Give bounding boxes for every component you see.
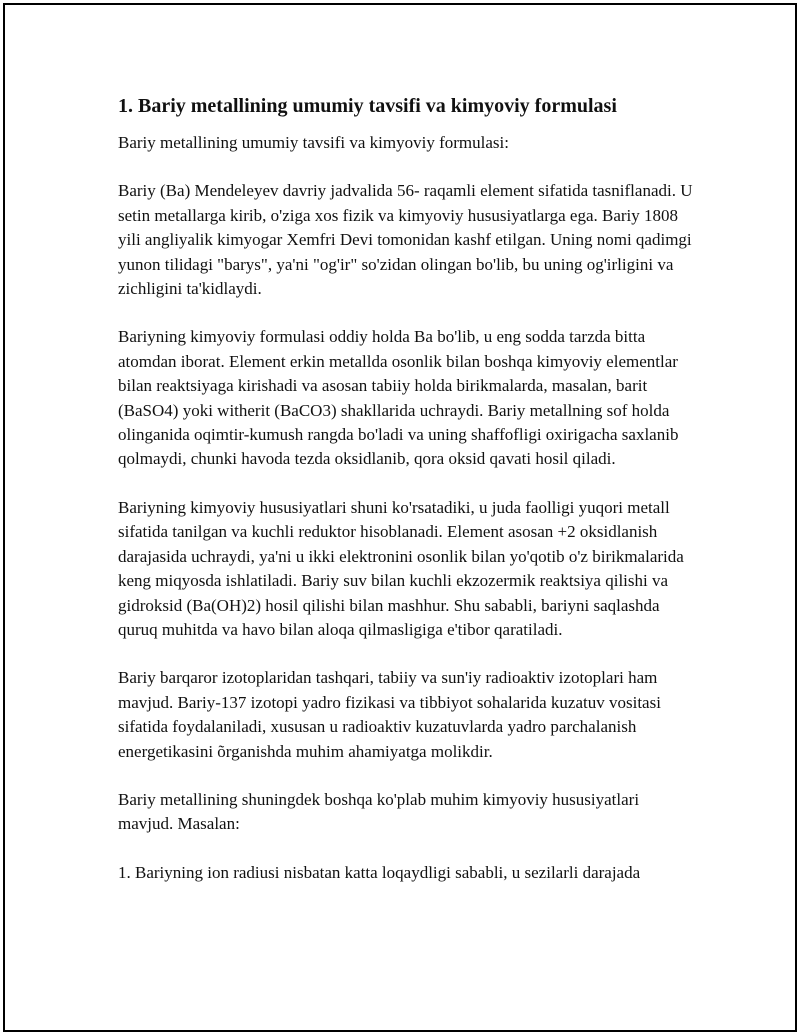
paragraph-formula: Bariyning kimyoviy formulasi oddiy holda Ba bo'lib, u eng sodda tarzda bitta atomdan iborat. Element erkin metallda osonlik bilan boshqa kimyoviy elementlar bilan reaktsiyaga kirishadi va asosan tabiiy holda birikmalarda, masalan, barit (BaSO4) yoki witherit (BaCO3) shakllarida uchraydi. Bariy metallning sof holda olinganida oqimtir-kumush rangda bo'ladi va uning shaffofligi oxirigacha saxlanib qolmaydi, chunki havoda tezda oksidlanib, qora oksid qavati hosil qiladi. [118, 327, 679, 469]
section-heading: 1. Bariy metallining umumiy tavsifi va kimyoviy formulasi [118, 95, 617, 117]
intro-paragraph: Bariy metallining umumiy tavsifi va kimyoviy formulasi: [118, 133, 509, 152]
list-item-1: 1. Bariyning ion radiusi nisbatan katta loqaydligi sababli, u sezilarli darajada [118, 862, 641, 882]
paragraph-history: Bariy (Ba) Mendeleyev davriy jadvalida 56- raqamli element sifatida tasniflanadi. U setin metallarga kirib, o'ziga xos fizik va kimyoviy hususiyatlarga ega. Bariy 1808 yili angliyalik kimyogar Xemfri Devi tomonidan kashf etilgan. Uning nomi qadimgi yunon tilidagi "barys", ya'ni "og'ir" so'zidan olingan bo'lib, bu uning og'irligini va zichligini ta'kidlaydi. [118, 181, 693, 299]
paragraph-other-properties: Bariy metallining shuningdek boshqa ko'plab muhim kimyoviy hususiyatlari mavjud. Masalan: [118, 789, 640, 834]
document-body [118, 92, 698, 909]
paragraph-properties: Bariyning kimyoviy hususiyatlari shuni ko'rsatadiki, u juda faolligi yuqori metall sifatida tanilgan va kuchli reduktor hisoblanadi. Element asosan +2 oksidlanish darajasida uchraydi, ya'ni u ikki elektronini osonlik bilan yo'qotib o'z birikmalarida keng miqyosda ishlatiladi. Bariy suv bilan kuchli ekzozermik reaktsiya qilishi va gidroksid (Ba(OH)2) hosil qilishi bilan mashhur. Shu sababli, bariyni saqlashda quruq muhitda va havo bilan aloqa qilmasligiga e'tibor qaratiladi. [118, 497, 684, 639]
paragraph-isotopes: Bariy barqaror izotoplaridan tashqari, tabiiy va sun'iy radioaktiv izotoplari ham mavjud. Bariy-137 izotopi yadro fizikasi va tibbiyot sohalarida kuzatuv vositasi sifatida foydalaniladi, xususan u radioaktiv kuzatuvlarda yadro parchalanish energetikasini õrganishda muhim ahamiyatga molikdir. [118, 668, 661, 761]
